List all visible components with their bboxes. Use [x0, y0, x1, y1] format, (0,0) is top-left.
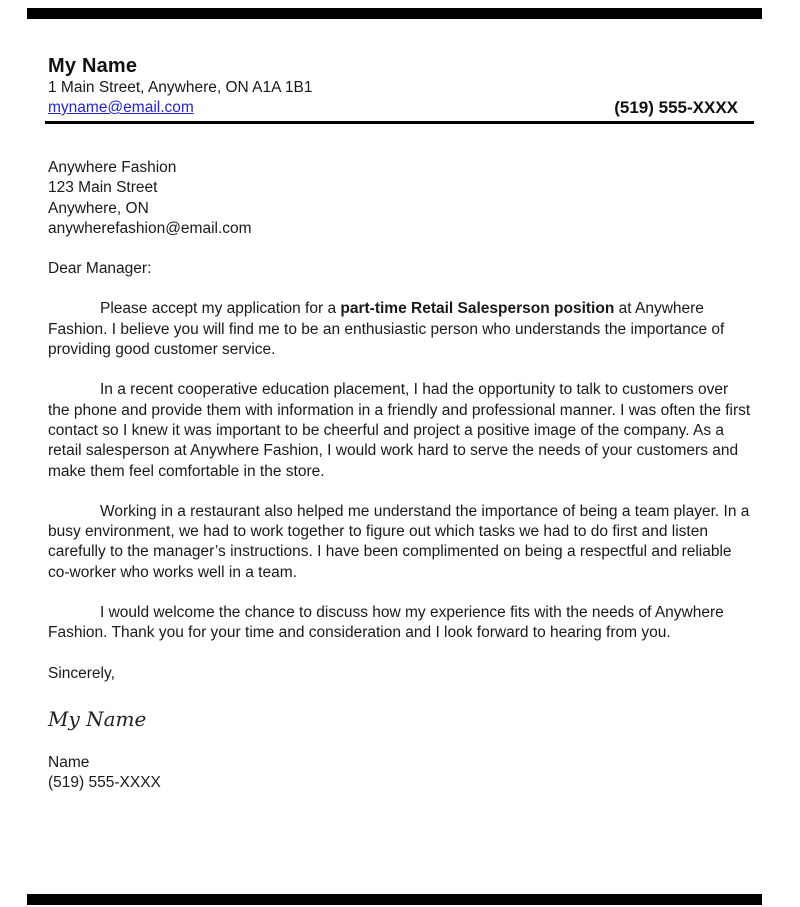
header-contact-row	[45, 98, 754, 124]
recipient-address-block	[48, 158, 752, 239]
signer-block	[48, 753, 752, 794]
recipient-street: 123 Main Street	[48, 179, 158, 197]
paragraph-1-bold-position: part-time Retail Salesperson position	[340, 300, 615, 318]
sender-name-heading: My Name	[48, 55, 138, 77]
paragraph-1-tail: at Anywhere Fashion. I believe you will find me to be an enthusiastic person who understands the importance of providing good customer service.	[48, 300, 725, 359]
bottom-rule-bar	[27, 894, 762, 905]
closing-word: Sincerely,	[48, 664, 115, 682]
handwritten-signature: My Name	[48, 706, 147, 731]
recipient-email: anywherefashion@email.com	[48, 219, 252, 237]
body-paragraph-2: In a recent cooperative education placement, I had the opportunity to talk to customers over the phone and provide them with information in a friendly and professional manner. I was often the first contact so I knew it was important to be cheerful and project a positive image of the company. As a retail salesperson at Anywhere Fashion, I would work hard to serve the needs of your customers and make them feel comfortable in the store.	[48, 381, 751, 480]
body-paragraph-1	[48, 299, 752, 360]
sender-address: 1 Main Street, Anywhere, ON A1A 1B1	[48, 79, 313, 96]
paragraph-1-lead: Please accept my application for a	[100, 300, 341, 318]
recipient-city: Anywhere, ON	[48, 199, 149, 217]
body-paragraph-4: I would welcome the chance to discuss how my experience fits with the needs of Anywhere Fashion. Thank you for your time and consideration and I look forward to hearing from you.	[48, 604, 724, 642]
letter-content	[48, 0, 752, 794]
salutation: Dear Manager:	[48, 260, 152, 278]
sender-email-link[interactable]: myname@email.com	[48, 99, 194, 116]
signer-name: Name	[48, 753, 90, 771]
recipient-company: Anywhere Fashion	[48, 159, 177, 176]
sender-phone-number: (519) 555-XXXX	[614, 98, 738, 117]
body-paragraph-3: Working in a restaurant also helped me understand the importance of being a team player. In a busy environment, we had to work together to figure out which tasks we had to do first and listen carefully to the manager’s instructions. I have been complimented on being a respectful and reliable co-worker who works well in a team.	[48, 502, 750, 581]
signer-phone: (519) 555-XXXX	[48, 774, 161, 792]
